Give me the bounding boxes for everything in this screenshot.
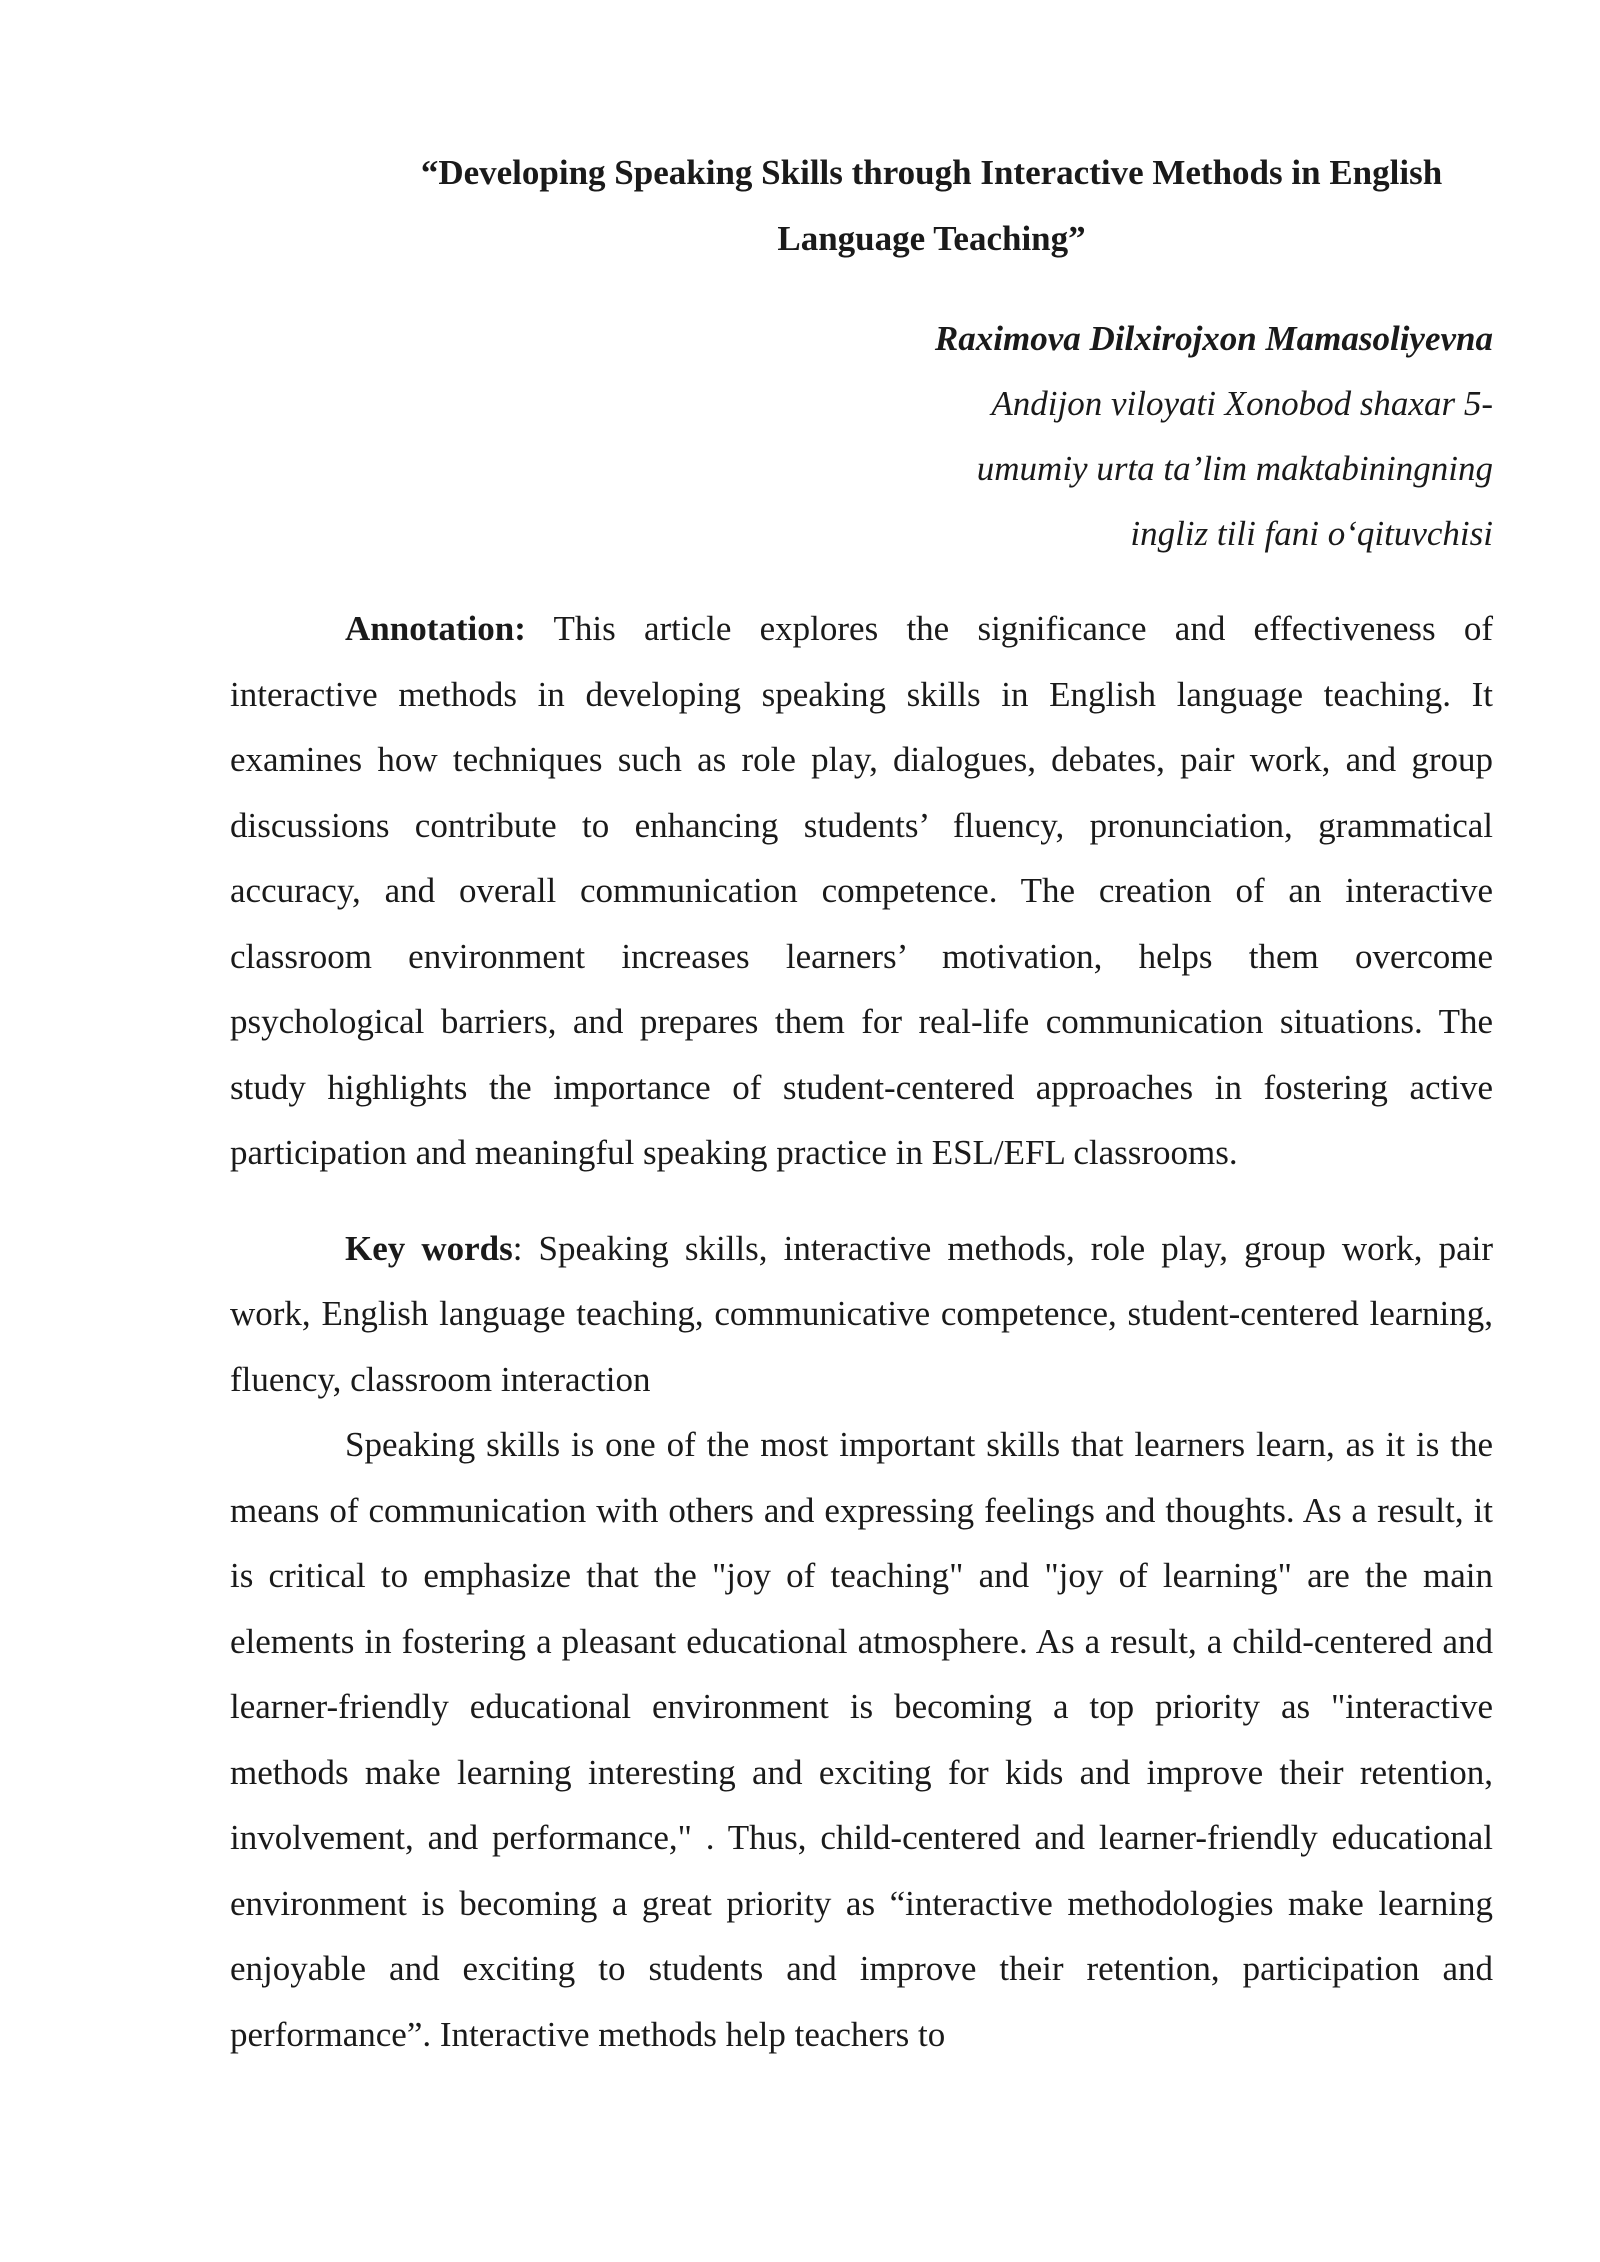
- keywords-label: Key words: [345, 1228, 513, 1268]
- author-affiliation-line: Andijon viloyati Xonobod shaxar 5-: [991, 384, 1493, 423]
- article-title: “Developing Speaking Skills through Interactive Methods in English Language Teaching”: [420, 153, 1443, 258]
- keywords-paragraph: [230, 1216, 1493, 1413]
- document-page: [230, 140, 1493, 2067]
- author-affiliation-line: umumiy urta ta’lim maktabiningning: [976, 449, 1493, 488]
- annotation-label: Annotation:: [345, 609, 526, 648]
- author-name: Raximova Dilxirojxon Mamasoliyevna: [934, 319, 1493, 358]
- author-affiliation-line: ingliz tili fani o‘qituvchisi: [1130, 514, 1493, 553]
- annotation-text: This article explores the significance and effectiveness of interactive methods in developing speaking skills in English language teaching. It examines how techniques such as role play, dialogues, debates, pair work, and group discussions contribute to enhancing students’ fluency, pronunciation, grammatical accuracy, and overall communication competence. The creation of an interactive classroom environment increases learners’ motivation, helps them overcome psychological barriers, and prepares them for real-life communication situations. The study highlights the importance of student-centered approaches in fostering active participation and meaningful speaking practice in ESL/EFL classrooms.: [230, 609, 1493, 1172]
- body-paragraph: Speaking skills is one of the most important skills that learners learn, as it is the means of communication with others and expressing feelings and thoughts. As a result, it is critical to emphasize that the "joy of teaching" and "joy of learning" are the main elements in fostering a pleasant educational atmosphere. As a result, a child-centered and learner-friendly educational environment is becoming a top priority as "interactive methods make learning interesting and exciting for kids and improve their retention, involvement, and performance," . Thus, child-centered and learner-friendly educational environment is becoming a great priority as “interactive methodologies make learning enjoyable and exciting to students and improve their retention, participation and performance”. Interactive methods help teachers to: [230, 1425, 1493, 2054]
- author-block: [230, 306, 1493, 566]
- keywords-text: : Speaking skills, interactive methods, role play, group work, pair work, English language teaching, communicative competence, student-centered learning, fluency, classroom interaction: [230, 1228, 1494, 1399]
- annotation-paragraph: [230, 596, 1493, 1186]
